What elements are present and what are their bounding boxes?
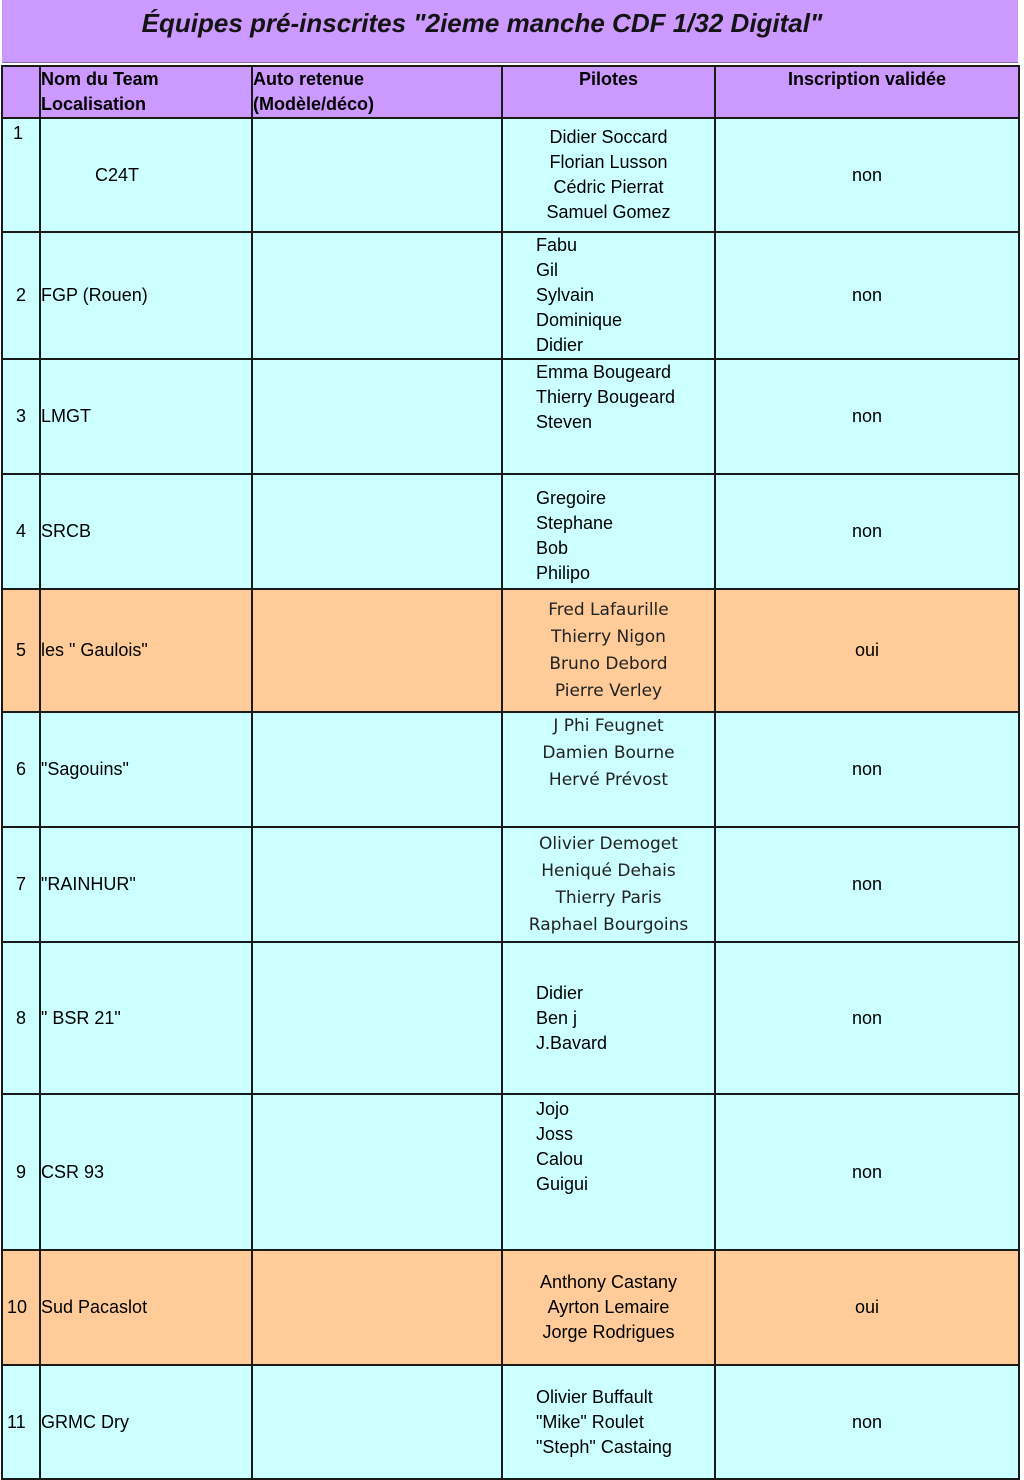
header-team-line1: Nom du Team — [41, 69, 159, 89]
pilot-name: Olivier Buffault — [536, 1386, 653, 1407]
team-name: Sud Pacaslot — [40, 1250, 252, 1365]
pilot-name: Jorge Rodrigues — [542, 1322, 675, 1342]
pilot-name: Olivier Demoget — [539, 833, 678, 854]
pilot-name: Pierre Verley — [554, 680, 663, 701]
pilot-name: "Mike" Roulet — [536, 1411, 644, 1432]
title-bar — [2, 0, 1018, 63]
pilots-cell — [502, 589, 715, 712]
pilot-name: Sylvain — [536, 285, 595, 305]
auto-cell — [252, 474, 502, 589]
auto-cell — [252, 118, 502, 232]
validated-cell: non — [715, 1365, 1019, 1479]
pilots-cell — [502, 712, 715, 827]
pilot-name: Hervé Prévost — [548, 770, 669, 790]
pilots-cell — [502, 1250, 715, 1365]
pilot-name: "Steph" Castaing — [536, 1436, 672, 1457]
table-row — [2, 712, 1019, 827]
validated-cell: oui — [715, 1250, 1019, 1365]
table-row — [2, 359, 1019, 474]
pilot-name: Steven — [536, 412, 593, 432]
validated-cell: non — [715, 712, 1019, 827]
validated-cell: non — [715, 118, 1019, 232]
validated-cell: non — [715, 359, 1019, 474]
pilot-name: Bob — [536, 537, 569, 558]
pilots-cell — [502, 827, 715, 942]
header-auto-line2: (Modèle/déco) — [253, 94, 375, 114]
pilot-name: Raphael Bourgoins — [528, 914, 689, 935]
table-row — [2, 1365, 1019, 1479]
row-number: 6 — [2, 712, 40, 827]
pilot-name: Dominique — [536, 310, 623, 330]
row-number: 8 — [2, 942, 40, 1094]
team-name: SRCB — [40, 474, 252, 589]
validated-cell: non — [715, 942, 1019, 1094]
auto-cell — [252, 232, 502, 359]
pilot-name: J Phi Feugnet — [553, 716, 664, 736]
row-number: 3 — [2, 359, 40, 474]
validated-cell: non — [715, 1094, 1019, 1250]
table-row — [2, 1094, 1019, 1250]
row-number: 7 — [2, 827, 40, 942]
team-name: "RAINHUR" — [40, 827, 252, 942]
pilot-name: Samuel Gomez — [546, 202, 671, 222]
team-name: C24T — [40, 118, 252, 232]
pilot-name: Gregoire — [536, 487, 607, 508]
pilots-cell — [502, 359, 715, 474]
page-title: Équipes pré-inscrites "2ieme manche CDF 1/32 Digital" — [141, 8, 823, 38]
auto-cell — [252, 1094, 502, 1250]
table-header-row — [2, 66, 1019, 118]
header-validated: Inscription validée — [715, 66, 1019, 118]
pilot-name: Anthony Castany — [539, 1272, 678, 1292]
header-auto — [252, 66, 502, 118]
pilot-name: Thierry Nigon — [551, 626, 666, 647]
auto-cell — [252, 589, 502, 712]
header-auto-line1: Auto retenue — [253, 69, 365, 89]
teams-table — [1, 65, 1020, 1480]
pilot-name: Ben j — [536, 1007, 578, 1028]
team-name: FGP (Rouen) — [40, 232, 252, 359]
row-number: 2 — [2, 232, 40, 359]
pilot-name: Damien Bourne — [542, 743, 675, 763]
pilot-name: Didier — [536, 335, 584, 355]
auto-cell — [252, 712, 502, 827]
pilots-cell — [502, 474, 715, 589]
header-team-line2: Localisation — [41, 94, 147, 114]
header-num — [2, 66, 40, 118]
table-row — [2, 942, 1019, 1094]
pilot-name: Calou — [536, 1149, 584, 1169]
pilot-name: Fred Lafaurille — [548, 599, 669, 620]
row-number: 10 — [2, 1250, 40, 1365]
pilot-name: Jojo — [536, 1099, 570, 1119]
table-row — [2, 474, 1019, 589]
pilot-name: Joss — [536, 1124, 574, 1144]
auto-cell — [252, 942, 502, 1094]
team-name: CSR 93 — [40, 1094, 252, 1250]
pilot-name: Gil — [536, 260, 558, 280]
row-number: 5 — [2, 589, 40, 712]
auto-cell — [252, 1250, 502, 1365]
pilot-name: Ayrton Lemaire — [547, 1297, 670, 1317]
pilots-cell — [502, 942, 715, 1094]
header-team — [40, 66, 252, 118]
pilot-name: Thierry Bougeard — [536, 387, 676, 407]
header-pilots: Pilotes — [502, 66, 715, 118]
team-name: les " Gaulois" — [40, 589, 252, 712]
table-row — [2, 118, 1019, 232]
auto-cell — [252, 827, 502, 942]
table-row — [2, 827, 1019, 942]
pilot-name: Emma Bougeard — [536, 362, 672, 382]
table-row — [2, 589, 1019, 712]
team-name: LMGT — [40, 359, 252, 474]
pilots-cell — [502, 1365, 715, 1479]
pilot-name: Philipo — [536, 562, 591, 583]
pilots-cell — [502, 1094, 715, 1250]
pilot-name: Thierry Paris — [555, 887, 662, 908]
table-row — [2, 1250, 1019, 1365]
pilots-cell — [502, 232, 715, 359]
pilot-name: Didier Soccard — [549, 127, 668, 147]
pilot-name: Heniqué Dehais — [541, 860, 676, 881]
pilot-name: Guigui — [536, 1174, 589, 1194]
team-name: "Sagouins" — [40, 712, 252, 827]
validated-cell: non — [715, 474, 1019, 589]
validated-cell: non — [715, 232, 1019, 359]
row-number: 11 — [2, 1365, 40, 1479]
row-number: 4 — [2, 474, 40, 589]
team-name: GRMC Dry — [40, 1365, 252, 1479]
pilot-name: Stephane — [536, 512, 614, 533]
table-row — [2, 232, 1019, 359]
team-name: " BSR 21" — [40, 942, 252, 1094]
validated-cell: non — [715, 827, 1019, 942]
pilot-name: J.Bavard — [536, 1032, 608, 1053]
pilots-cell — [502, 118, 715, 232]
auto-cell — [252, 359, 502, 474]
pilot-name: Cédric Pierrat — [553, 177, 664, 197]
row-number: 9 — [2, 1094, 40, 1250]
row-number: 1 — [2, 118, 40, 232]
validated-cell: oui — [715, 589, 1019, 712]
pilot-name: Florian Lusson — [549, 152, 668, 172]
pilot-name: Fabu — [536, 235, 578, 255]
pilot-name: Didier — [536, 982, 584, 1003]
pilot-name: Bruno Debord — [549, 653, 668, 674]
auto-cell — [252, 1365, 502, 1479]
